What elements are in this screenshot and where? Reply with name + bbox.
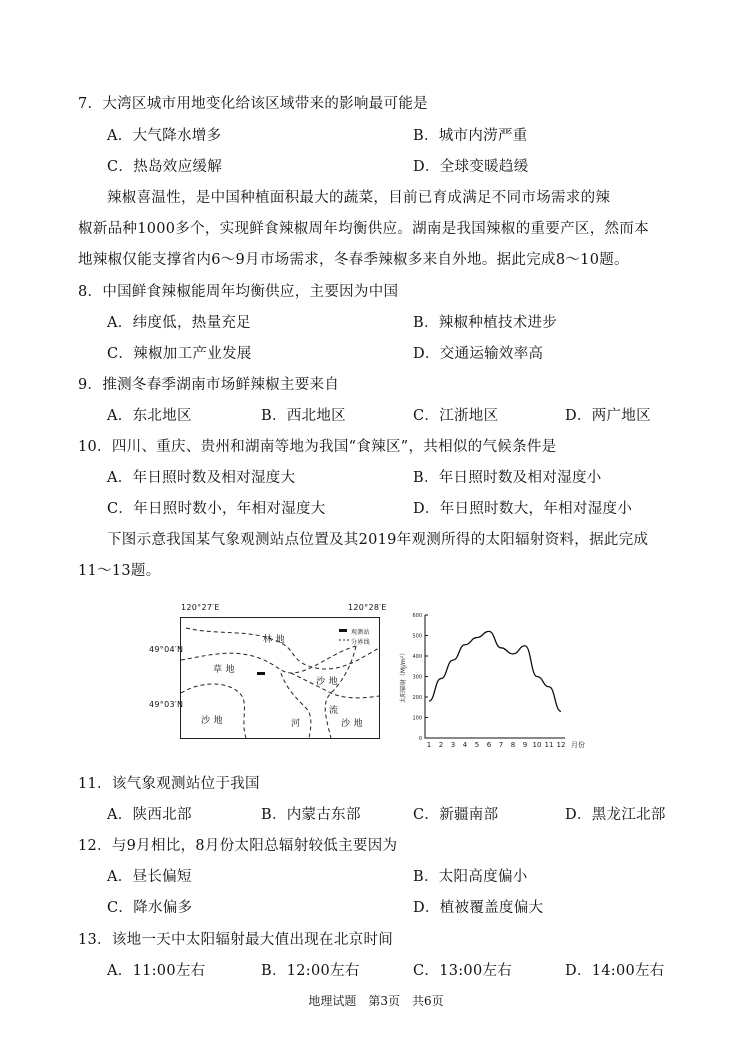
q11-option-b: B．内蒙古东部 — [261, 807, 361, 823]
chart-y-label: 太阳辐射（MJ/m²） — [400, 649, 407, 704]
map-lat-top: 49°04′N — [149, 645, 184, 654]
station-marker — [257, 672, 265, 675]
q8-stem: 8．中国鲜食辣椒能周年均衡供应，主要因为中国 — [78, 284, 399, 300]
q13-option-c: C．13:00左右 — [413, 963, 513, 979]
chart-y-tick-label: 300 — [412, 674, 422, 681]
label-sand-west: 沙 地 — [201, 716, 223, 726]
chart-y-tick-label: 0 — [418, 736, 422, 742]
q13-stem: 13．该地一天中太阳辐射最大值出现在北京时间 — [78, 932, 394, 948]
q9-option-c: C．江浙地区 — [413, 408, 499, 424]
q7-option-c: C．热岛效应缓解 — [107, 159, 222, 175]
legend-boundary-label: 分界线 — [351, 639, 370, 646]
chart-x-tick-label: 11 — [544, 741, 554, 749]
chart-x-tick-label: 12 — [556, 741, 566, 749]
chart-y-tick-label: 200 — [412, 695, 422, 701]
q8-option-d: D．交通运输效率高 — [413, 346, 544, 362]
q10-option-a: A．年日照时数及相对湿度大 — [107, 470, 296, 486]
q11-stem: 11．该气象观测站位于我国 — [78, 776, 260, 792]
chart-x-tick-label: 10 — [532, 741, 542, 749]
chart-x-tick-label: 6 — [486, 741, 492, 749]
chart-y-tick-label: 600 — [412, 613, 422, 619]
intro2-line1: 下图示意我国某气象观测站点位置及其2019年观测所得的太阳辐射资料，据此完成 — [107, 532, 649, 548]
chart-x-tick-label: 8 — [510, 741, 516, 749]
q13-option-d: D．14:00左右 — [565, 963, 665, 979]
q9-stem: 9．推测冬春季湖南市场鲜辣椒主要来自 — [78, 377, 340, 393]
q7-option-d: D．全球变暖趋缓 — [413, 159, 529, 175]
q9-option-d: D．两广地区 — [565, 408, 651, 424]
chart-axes — [425, 615, 565, 738]
q8-option-c: C．辣椒加工产业发展 — [107, 346, 252, 362]
chart-y-ticks — [412, 613, 428, 742]
q8-option-b: B．辣椒种植技术进步 — [413, 315, 558, 331]
q10-option-d: D．年日照时数大，年相对湿度小 — [413, 501, 633, 517]
map-lon-right: 120°28′E — [348, 603, 387, 612]
chart-x-tick-label: 9 — [522, 741, 528, 749]
chart-x-ticks — [427, 741, 566, 749]
intro1-line3: 地辣椒仅能支撑省内6～9月市场需求，冬春季辣椒多来自外地。据此完成8～10题。 — [78, 252, 629, 268]
q10-option-b: B．年日照时数及相对湿度小 — [413, 470, 602, 486]
legend-station-marker — [339, 629, 347, 632]
q11-option-d: D．黑龙江北部 — [565, 807, 666, 823]
intro1-line2: 椒新品种1000多个，实现鲜食辣椒周年均衡供应。湖南是我国辣椒的重要产区，然而本 — [78, 221, 649, 237]
legend-station-label: 观测站 — [351, 629, 370, 636]
q12-option-a: A．昼长偏短 — [107, 869, 192, 885]
label-grass: 草 地 — [213, 665, 235, 675]
radiation-chart — [395, 605, 585, 755]
q10-option-c: C．年日照时数小，年相对湿度大 — [107, 501, 326, 517]
page-footer: 地理试题 第3页 共6页 — [308, 994, 444, 1008]
chart-axis-lines — [425, 615, 565, 738]
map-lon-left: 120°27′E — [181, 603, 220, 612]
q8-option-a: A．纬度低，热量充足 — [107, 315, 251, 331]
q9-option-b: B．西北地区 — [261, 408, 346, 424]
q13-option-a: A．11:00左右 — [107, 963, 206, 979]
chart-y-tick-label: 400 — [412, 654, 422, 660]
q12-option-d: D．植被覆盖度偏大 — [413, 900, 544, 916]
q12-stem: 12．与9月相比，8月份太阳总辐射较低主要因为 — [78, 838, 398, 854]
label-river: 河 — [291, 719, 301, 729]
q7-stem: 7．大湾区城市用地变化给该区域带来的影响最可能是 — [78, 96, 428, 112]
q9-option-a: A．东北地区 — [107, 408, 192, 424]
q12-option-b: B．太阳高度偏小 — [413, 869, 528, 885]
q12-option-c: C．降水偏多 — [107, 900, 193, 916]
q7-option-a: A．大气降水增多 — [107, 128, 222, 144]
intro2-line2: 11～13题。 — [78, 563, 161, 579]
q11-option-c: C．新疆南部 — [413, 807, 499, 823]
q7-option-b: B．城市内涝严重 — [413, 128, 528, 144]
q11-option-a: A．陕西北部 — [107, 807, 192, 823]
chart-y-tick-label: 500 — [412, 633, 422, 640]
chart-y-tick-label: 100 — [412, 715, 422, 722]
boundary-sand-west — [181, 684, 246, 738]
chart-x-tick-label: 1 — [426, 741, 432, 749]
label-flow: 流 — [329, 706, 339, 716]
chart-x-tick-label: 7 — [498, 741, 504, 749]
q10-stem: 10．四川、重庆、贵州和湖南等地为我国“食辣区”，共相似的气候条件是 — [78, 439, 557, 455]
label-sand-east: 沙 地 — [341, 719, 363, 729]
label-sand-north: 沙 地 — [316, 677, 338, 687]
chart-x-label: 月份 — [571, 741, 585, 749]
intro1-line1: 辣椒喜温性，是中国种植面积最大的蔬菜，目前已育成满足不同市场需求的辣 — [107, 190, 611, 206]
chart-x-tick-label: 5 — [474, 741, 480, 749]
chart-x-tick-label: 3 — [450, 741, 456, 749]
chart-x-tick-label: 4 — [462, 741, 468, 749]
map-frame — [180, 617, 380, 739]
label-forest: 林 地 — [263, 635, 285, 645]
map-lat-bottom: 49°03′N — [149, 700, 184, 709]
q13-option-b: B．12:00左右 — [261, 963, 360, 979]
chart-x-tick-label: 2 — [438, 741, 444, 749]
radiation-series-line — [429, 631, 561, 711]
